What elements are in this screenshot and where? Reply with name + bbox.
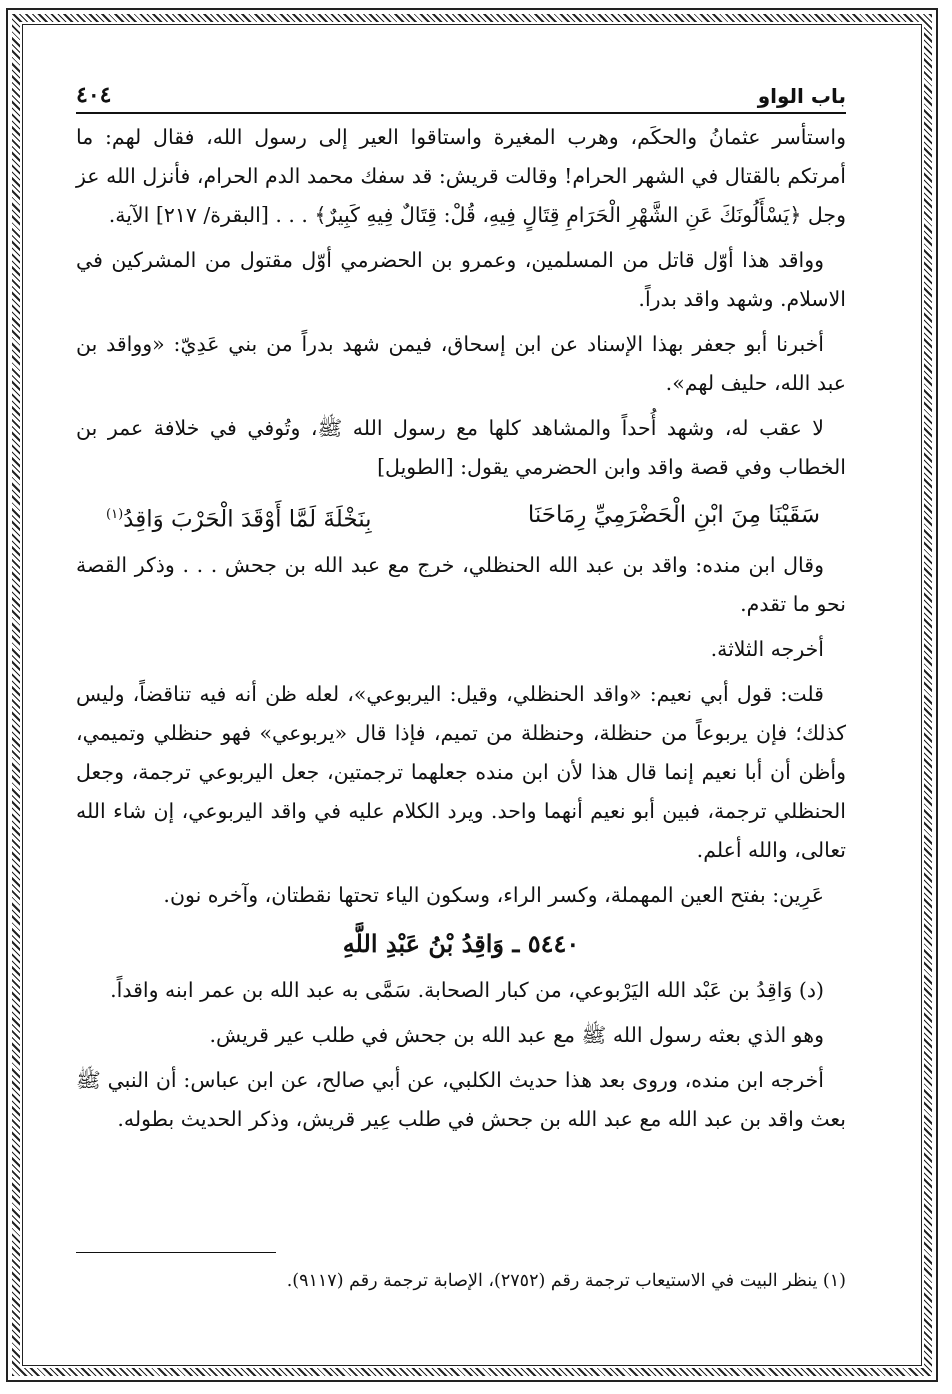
book-page — [76, 70, 846, 1291]
paragraph: لا عقب له، وشهد أُحداً والمشاهد كلها مع رسول الله ﷺ، وتُوفي في خلافة عمر بن الخطاب وفي قصة واقد وابن الحضرمي يقول: [الطويل] — [76, 416, 846, 479]
paragraph: أخرجه الثلاثة. — [710, 636, 824, 661]
chapter-title: باب الواو — [757, 84, 846, 108]
entry-heading: ٥٤٤٠ ـ وَاقِدُ بْنُ عَبْدِ اللَّهِ — [342, 928, 580, 958]
poetry-verse — [76, 493, 846, 542]
paragraph: عَرِين: بفتح العين المهملة، وكسر الراء، وسكون الياء تحتها نقطتان، وآخره نون. — [163, 882, 824, 907]
paragraph: أخبرنا أبو جعفر بهذا الإسناد عن ابن إسحاق، فيمن شهد بدراً من بني عَدِيّ: «وواقد بن عبد الله، حليف لهم». — [76, 332, 846, 395]
paragraph: (د) وَاقِدُ بن عَبْد الله اليَرْبوعي، من كبار الصحابة. سَمَّى به عبد الله بن عمر ابنه واقداً. — [110, 977, 824, 1002]
paragraph: واستأسر عثمانُ والحكَم، وهرب المغيرة واستاقوا العير إلى رسول الله، فقال لهم: ما أمرتكم بالقتال في الشهر الحرام! وقالت قريش: قد سفك محمد الدم الحرام، فأنزل الله عز وجل ﴿يَسْأَلُونَكَ عَنِ الشَّهْرِ الْحَرَامِ قِتَالٍ فِيهِ، قُلْ: قِتَالٌ فِيهِ كَبِيرٌ﴾ . . . [البقرة/ ٢١٧] الآية. — [76, 125, 846, 227]
paragraph: وهو الذي بعثه رسول الله ﷺ مع عبد الله بن جحش في طلب عير قريش. — [209, 1022, 824, 1047]
paragraph: قلت: قول أبي نعيم: «واقد الحنظلي، وقيل: اليربوعي»، لعله ظن أنه فيه تناقضاً، وليس كذلك؛ فإن يربوعاً من حنظلة، وحنظلة من تميم، فإذا قال «يربوعي» فهو حنظلي وتميمي، وأظن أن أبا نعيم إنما قال هذا لأن ابن منده جعلهما ترجمتين، جعل اليربوعي ترجمة، وجعل الحنظلي ترجمة، فبين أبو نعيم أنهما واحد. ويرد الكلام عليه في واقد اليربوعي، إن شاء الله تعالى، والله أعلم. — [76, 681, 846, 862]
verse-first-hemistich — [528, 493, 820, 542]
page-body — [76, 118, 846, 1139]
verse-text: بِنَخْلَةَ لَمَّا أَوْقَدَ الْحَرْبَ وَاقِدُ — [123, 506, 372, 533]
footnote: (١) ينظر البيت في الاستيعاب ترجمة رقم (٢٧٥٢)، الإصابة ترجمة رقم (٩١١٧). — [286, 1271, 846, 1291]
page-number: ٤٠٤ — [76, 82, 112, 108]
verse-second-hemistich — [106, 493, 372, 542]
paragraph: وواقد هذا أوّل قاتل من المسلمين، وعمرو بن الحضرمي أوّل مقتول من المشركين في الاسلام. وشهد واقد بدراً. — [76, 248, 846, 311]
footnote-marker: (١) — [106, 507, 124, 522]
footnote-divider — [76, 1252, 276, 1253]
paragraph: وقال ابن منده: واقد بن عبد الله الحنظلي، خرج مع عبد الله بن جحش . . . وذكر القصة نحو ما تقدم. — [76, 552, 846, 616]
running-header — [76, 70, 846, 114]
paragraph: أخرجه ابن منده، وروى بعد هذا حديث الكلبي، عن أبي صالح، عن ابن عباس: أن النبي ﷺ بعث واقد بن عبد الله مع عبد الله بن جحش في طلب عِير قريش، وذكر الحديث بطوله. — [76, 1067, 846, 1131]
verse-text: سَقَيْنَا مِنَ ابْنِ الْحَضْرَمِيِّ رِمَاحَنَا — [527, 502, 820, 528]
